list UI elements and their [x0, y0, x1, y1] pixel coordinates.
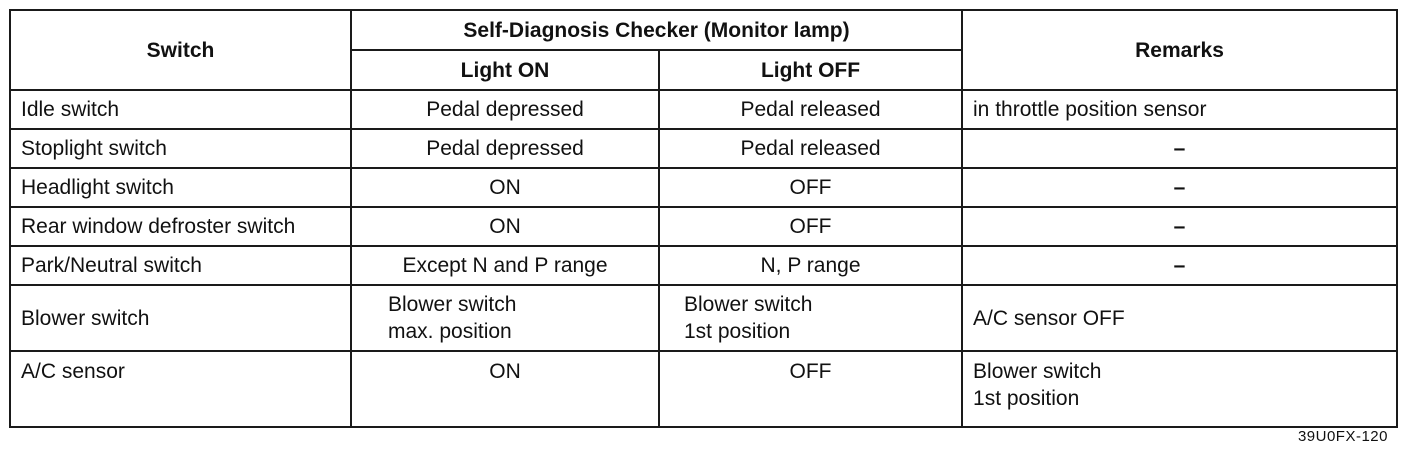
cell-light-off: OFF	[659, 168, 962, 207]
cell-light-on: Except N and P range	[351, 246, 659, 285]
header-light-on: Light ON	[351, 50, 659, 90]
cell-switch: Park/Neutral switch	[10, 246, 351, 285]
cell-light-off: OFF	[659, 351, 962, 427]
header-light-off: Light OFF	[659, 50, 962, 90]
cell-light-off: Pedal released	[659, 90, 962, 129]
cell-switch: Rear window defroster switch	[10, 207, 351, 246]
table-row	[10, 168, 1397, 207]
cell-switch: Idle switch	[10, 90, 351, 129]
cell-light-off: OFF	[659, 207, 962, 246]
cell-remarks: –	[962, 168, 1397, 207]
cell-switch: A/C sensor	[10, 351, 351, 427]
table-row	[10, 129, 1397, 168]
self-diagnosis-table	[9, 9, 1398, 428]
cell-switch: Headlight switch	[10, 168, 351, 207]
table-row	[10, 285, 1397, 351]
cell-switch: Blower switch	[10, 285, 351, 351]
header-checker: Self-Diagnosis Checker (Monitor lamp)	[351, 10, 962, 50]
figure-reference-code: 39U0FX-120	[1297, 428, 1388, 445]
cell-light-on: Pedal depressed	[351, 90, 659, 129]
cell-light-off: N, P range	[659, 246, 962, 285]
cell-remarks: –	[962, 207, 1397, 246]
cell-light-on: ON	[351, 351, 659, 427]
table-row	[10, 246, 1397, 285]
cell-light-off: Pedal released	[659, 129, 962, 168]
cell-remarks: A/C sensor OFF	[962, 285, 1397, 351]
cell-light-on: ON	[351, 207, 659, 246]
cell-light-on: ON	[351, 168, 659, 207]
header-remarks: Remarks	[962, 10, 1397, 90]
cell-remarks: Blower switch 1st position	[962, 351, 1397, 427]
cell-switch: Stoplight switch	[10, 129, 351, 168]
table-row	[10, 207, 1397, 246]
table-row	[10, 351, 1397, 427]
cell-remarks: in throttle position sensor	[962, 90, 1397, 129]
cell-light-on: Pedal depressed	[351, 129, 659, 168]
cell-light-off: Blower switch 1st position	[659, 285, 962, 351]
table-row	[10, 90, 1397, 129]
header-switch: Switch	[10, 10, 351, 90]
cell-remarks: –	[962, 246, 1397, 285]
cell-remarks: –	[962, 129, 1397, 168]
cell-light-on: Blower switch max. position	[351, 285, 659, 351]
